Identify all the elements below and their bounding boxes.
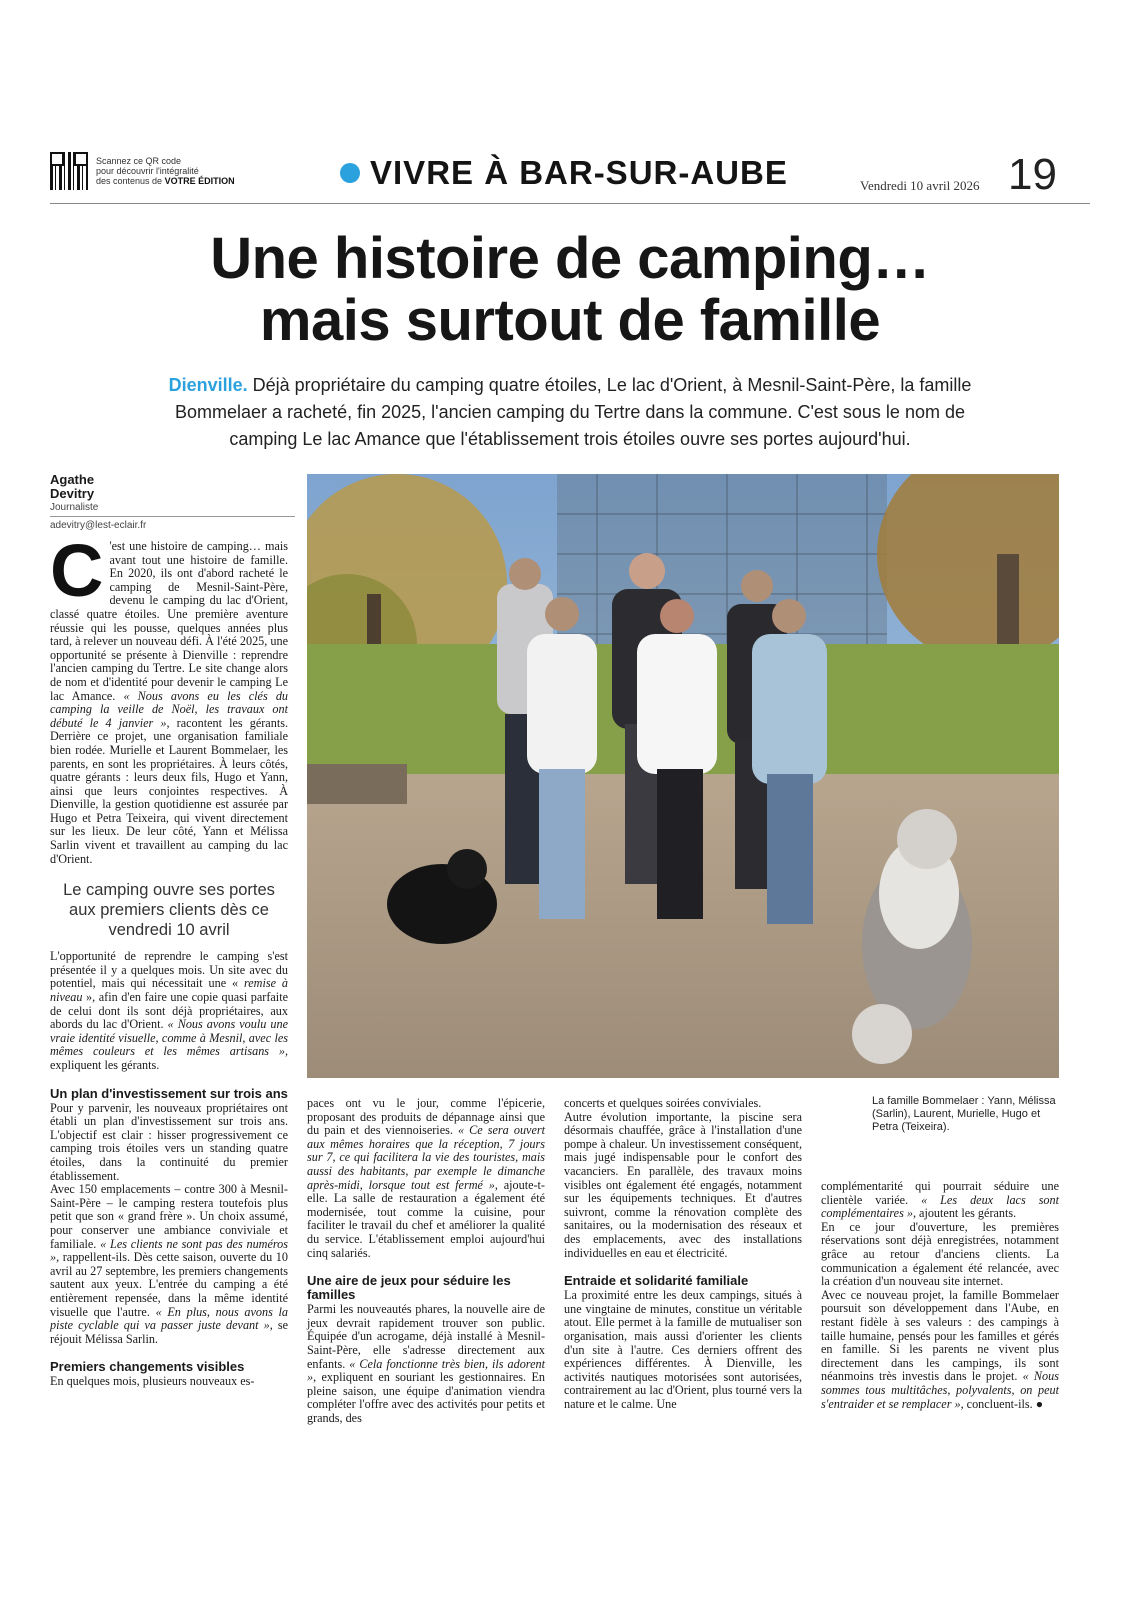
quote: « Ce sera ouvert aux mêmes horaires que la réception, 7 jours sur 7, ce qui facilitera la vie des touristes, mais aussi des habitants, par exemple le dimanche après-midi, lorsque tout est fermé » [307, 1123, 545, 1192]
column-4 [821, 1180, 1059, 1411]
text: , rappellent-ils. Dès cette saison, ouverte du 10 avril au 27 septembre, les premiers changements sautent aux yeux. L'entrée du camping a été entièrement repensée, dans la même identité visuelle que l'autre. [50, 1250, 288, 1319]
text: , ajoutent les gérants. [912, 1206, 1017, 1221]
quote: remise à niveau [50, 976, 288, 1005]
subheading: Un plan d'investissement sur trois ans [50, 1085, 288, 1101]
paragraph [50, 529, 289, 866]
qr-caption [96, 156, 235, 186]
page-header [50, 150, 1090, 205]
author-role: Journaliste [50, 502, 295, 517]
title-line: Une histoire de camping… [210, 226, 930, 291]
column-3 [564, 1097, 802, 1411]
header-divider [50, 203, 1090, 204]
qr-caption-line: pour découvrir l'intégralité [96, 166, 199, 176]
article-lead [150, 372, 990, 453]
paragraph: En quelques mois, plusieurs nouveaux es- [50, 1374, 255, 1389]
paragraph: Pour y parvenir, les nouveaux propriétaires ont établi un plan d'investissement sur trois ans. L'objectif est clair : hisser progressivement ce camping trois étoiles vers un standing quatre étoiles, dans la continuité du premier établissement. [50, 1100, 288, 1183]
paragraph: La proximité entre les deux campings, situés à une vingtaine de minutes, constitue un véritable atout. Elle permet à la famille de mutualiser son organisation, mais aussi d'orienter les clients d'un site à l'autre. Ces derniers offrent des expériences différentes. À Dienville, les activités nautiques motorisées sont autorisées, contrairement au lac d'Orient, plus tourné vers la nature et le calme. Une [564, 1288, 802, 1411]
quote: « Les clients ne sont pas des numéros » [50, 1236, 289, 1265]
lead-text: Déjà propriétaire du camping quatre étoiles, Le lac d'Orient, à Mesnil-Saint-Père, la famille Bommelaer a racheté, fin 2025, l'ancien camping du Tertre dans la commune. C'est sous le nom de camping Le lac Amance que l'établissement trois étoiles ouvre ses portes aujourd'hui. [175, 375, 972, 449]
text: paces ont vu le jour, comme l'épicerie, proposant des produits de dépannage ainsi que du pain et des viennoiseries. [307, 1096, 545, 1138]
column-2 [307, 1097, 545, 1425]
quote: « Les deux lacs sont complémentaires » [821, 1192, 1060, 1221]
quote: « Cela fonctionne très bien, ils adorent » [307, 1356, 545, 1385]
qr-code-icon[interactable] [50, 152, 88, 190]
subheading: Une aire de jeux pour séduire les familles [307, 1273, 511, 1303]
text: 'est une histoire de camping… mais avant tout une histoire de famille. En 2020, ils ont d'abord racheté le camping de Mesnil-Saint-Père, devenu le camping du lac d'Orient, classé quatre étoiles. Une première aventure réussie qui les pousse, quelques années plus tard, à relever un nouveau défi. À l'été 2025, une opportunité se présente à Dienville : reprendre l'ancien camping du Tertre. Le site change alors de nom et d'identité pour devenir le camping Le lac Amance. [50, 539, 288, 703]
text: , expliquent en souriant les gestionnaires. En pleine saison, une équipe d'animation viendra compléter l'offre avec des activités pour petits et grands, des [307, 1370, 545, 1425]
subheading: Premiers changements visibles [50, 1359, 245, 1375]
quote: « Nous avons eu les clés du camping la veille de Noël, les travaux ont débuté le 4 janvier » [50, 688, 289, 730]
subheading: Entraide et solidarité familiale [564, 1273, 749, 1289]
paragraph [307, 1097, 545, 1260]
author-email[interactable]: adevitry@lest-eclair.fr [50, 520, 147, 531]
text: Avec ce nouveau projet, la famille Bommelaer poursuit son développement dans l'Aube, en restant fidèle à ses valeurs : des campings à taille humaine, pensés pour les familles et gérés en famille. Si les parents ne vivent plus directement dans les campings, ils sont néanmoins très investis dans le projet. [821, 1287, 1059, 1384]
paragraph [50, 1183, 288, 1346]
quote: « En plus, nous avons la piste cyclable qui va passer juste devant » [50, 1304, 288, 1333]
section-title: VIVRE À BAR-SUR-AUBE [370, 154, 788, 191]
author-byline [50, 473, 295, 531]
quote: « Nous sommes tous multitâches, polyvalents, on peut s'entraider et se remplacer » [821, 1369, 1059, 1411]
paragraph: concerts et quelques soirées conviviales. [564, 1096, 762, 1110]
text: , concluent-ils. [960, 1396, 1036, 1411]
author-last-name: Devitry [50, 486, 95, 501]
quote: « Nous avons voulu une vraie identité visuelle, comme à Mesnil, avec les mêmes couleurs et les mêmes artisans » [50, 1017, 288, 1059]
end-of-article-icon: ● [1035, 1396, 1044, 1411]
pull-quote: Le camping ouvre ses portes aux premiers clients dès ce vendredi 10 avril [63, 881, 275, 940]
text: , racontent les gérants. Derrière ce projet, une organisation familiale bien rodée. Murielle et Laurent Bommelaer, les parents, en sont les propriétaires. À leurs côtés, quatre gérants : leurs deux fils, Hugo et Yann, ainsi que leurs conjointes respectives. À Dienville, la gestion quotidienne est assurée par Hugo et Petra Teixeira, qui vivent directement sur les lieux. De leur côté, Yann et Mélissa Sarlin vivent et travaillent au camping du lac d'Orient. [50, 715, 288, 866]
text: L'opportunité de reprendre le camping s'est présentée il y a quelques mois. Un site avec du potentiel, mais qui nécessitait une « [50, 949, 288, 991]
text: complémentarité qui pourrait séduire une clientèle variée. [821, 1179, 1059, 1207]
section-rubric [340, 154, 788, 192]
column-1 [50, 529, 289, 1389]
issue-date: Vendredi 10 avril 2026 [860, 178, 980, 193]
article-title [0, 228, 1140, 352]
dateline-place: Dienville. [168, 375, 248, 395]
text: », afin d'en faire une copie quasi parfaite de celui dont ils sont déjà propriétaires, aux abords du lac d'Orient. [50, 990, 288, 1032]
title-line: mais surtout de famille [259, 288, 881, 353]
family-photo-illustration [307, 474, 1059, 1078]
article-photo [307, 474, 1059, 1078]
text: Parmi les nouveautés phares, la nouvelle aire de jeux devrait rapidement trouver son public. Équipée d'un acrogame, déjà installé à Mesnil-Saint-Père, elle s'adresse directement aux enfants. [307, 1302, 545, 1371]
bullet-dot-icon [340, 163, 360, 183]
paragraph [821, 1180, 1059, 1221]
text: , se réjouit Mélissa Sarlin. [50, 1318, 289, 1346]
text: Avec 150 emplacements – contre 300 à Mesnil-Saint-Père – le camping restera toutefois plus petit que son « grand frère ». Un choix assumé, pour conserver une ambiance conviviale et familiale. [50, 1182, 288, 1251]
qr-caption-line: Scannez ce QR code [96, 156, 182, 166]
author-first-name: Agathe [50, 472, 95, 487]
paragraph [50, 950, 288, 1072]
text: , ajoute-t-elle. La salle de restauration a également été modernisée, tout comme la cuisine, pour faciliter le travail du chef et améliorer la qualité du service. L'établissement emploi aujourd'hui cinq salariés. [307, 1177, 545, 1260]
qr-caption-line: des contenus de [96, 176, 165, 186]
paragraph: Autre évolution importante, la piscine sera désormais chauffée, grâce à l'installation d'une pompe à chaleur. Un investissement conséquent, mais jugé indispensable pour le confort des vacanciers. En parallèle, des travaux moins visibles ont également été engagés, notamment sur les équipements techniques. Et d'autres suivront, comme la rénovation complète des sanitaires, ou la modernisation des réseaux et des emplacements, avec des installations individuelles en eau et électricité. [564, 1109, 802, 1260]
page-number: 19 [1008, 150, 1057, 199]
qr-caption-brand: VOTRE ÉDITION [164, 176, 235, 186]
photo-caption: La famille Bommelaer : Yann, Mélissa (Sarlin), Laurent, Murielle, Hugo et Petra (Teixeira). [872, 1095, 1056, 1133]
paragraph [821, 1289, 1059, 1411]
drop-cap: C [50, 529, 104, 612]
text: , expliquent les gérants. [50, 1044, 288, 1072]
paragraph [307, 1303, 545, 1425]
paragraph: En ce jour d'ouverture, les premières réservations sont déjà enregistrées, notamment grâce au retour d'anciens clients. La communication a également été relancée, avec la création d'un nouveau site internet. [821, 1219, 1059, 1289]
